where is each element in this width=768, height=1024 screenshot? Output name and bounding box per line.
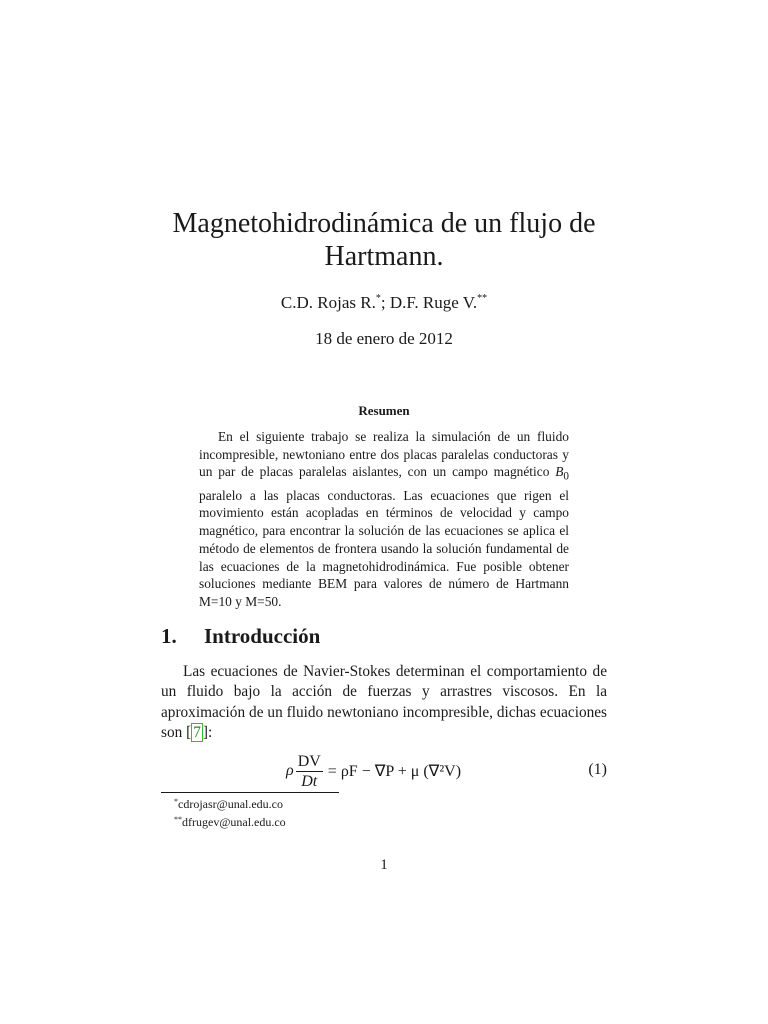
footnotes (174, 794, 286, 830)
section-heading-introduccion (161, 624, 320, 649)
author-1-footnote-mark: * (375, 293, 381, 304)
title-line-1: Magnetohidrodinámica de un flujo de (172, 208, 596, 239)
equation-rhs: = ρF − ∇P + μ (∇²V) (327, 763, 462, 780)
author-2-footnote-mark: ** (477, 293, 488, 304)
equation-rho: ρ (286, 762, 294, 779)
abstract-text-part-1: En el siguiente trabajo se realiza la simulación de un fluido incompresible, newtoniano entre dos placas paralelas conductoras y un par de placas paralelas aislantes, con un campo magnético (199, 429, 569, 480)
footnote-1 (174, 794, 286, 812)
fraction-numerator: DV (297, 752, 321, 770)
abstract-heading: Resumen (358, 403, 410, 418)
intro-text-part-2: : (207, 724, 213, 742)
equation-1 (161, 750, 607, 792)
citation-link[interactable]: 7 (193, 724, 201, 742)
section-number: 1. (161, 624, 177, 648)
author-list (0, 293, 768, 313)
footnote-divider (161, 792, 339, 793)
page-number: 1 (380, 857, 388, 873)
author-separator: ; (380, 293, 390, 312)
title-line-2: Hartmann. (324, 241, 444, 272)
footnote-2-email: dfrugev@unal.edu.co (182, 815, 286, 829)
paper-title (0, 207, 768, 273)
footnote-2-mark: ** (174, 815, 182, 824)
footnote-1-mark: * (174, 797, 178, 806)
author-1: C.D. Rojas R. (280, 293, 376, 312)
fraction-denominator: Dt (301, 772, 318, 790)
intro-text-part-1: Las ecuaciones de Navier-Stokes determinan el comportamiento de un fluido bajo la acción de fuerzas y arrastres viscosos. En la aproximación de un fluido newtoniano incompresible, dichas ecuaciones son (161, 663, 607, 742)
equation-number: (1) (588, 761, 607, 778)
magnetic-field-symbol: B (555, 464, 564, 480)
author-2: D.F. Ruge V. (389, 293, 478, 312)
section-title: Introducción (204, 624, 321, 648)
introduction-paragraph: Las ecuaciones de Navier-Stokes determinan el comportamiento de un fluido bajo la acción de fuerzas y arrastres viscosos. En la aproximación de un fluido newtoniano incompresible, dichas ecuaciones son [ 7 ]: (161, 663, 607, 742)
equation-body (286, 750, 461, 792)
footnote-1-email: cdrojasr@unal.edu.co (178, 797, 284, 811)
abstract-body (199, 428, 569, 611)
equation-fraction (296, 752, 323, 791)
abstract-text-part-2: paralelo a las placas conductoras. Las ecuaciones que rigen el movimiento están acopladas en términos de velocidad y campo magnético, para encontrar la solución de las ecuaciones se aplica el método de elementos de frontera usando la solución fundamental de las ecuaciones de la magnetohidrodinámica. Fue posible obtener soluciones mediante BEM para valores de número de Hartmann M=10 y M=50. (199, 487, 569, 609)
magnetic-field-subscript: 0 (563, 471, 569, 484)
publication-date: 18 de enero de 2012 (315, 329, 453, 348)
footnote-2 (174, 812, 286, 830)
